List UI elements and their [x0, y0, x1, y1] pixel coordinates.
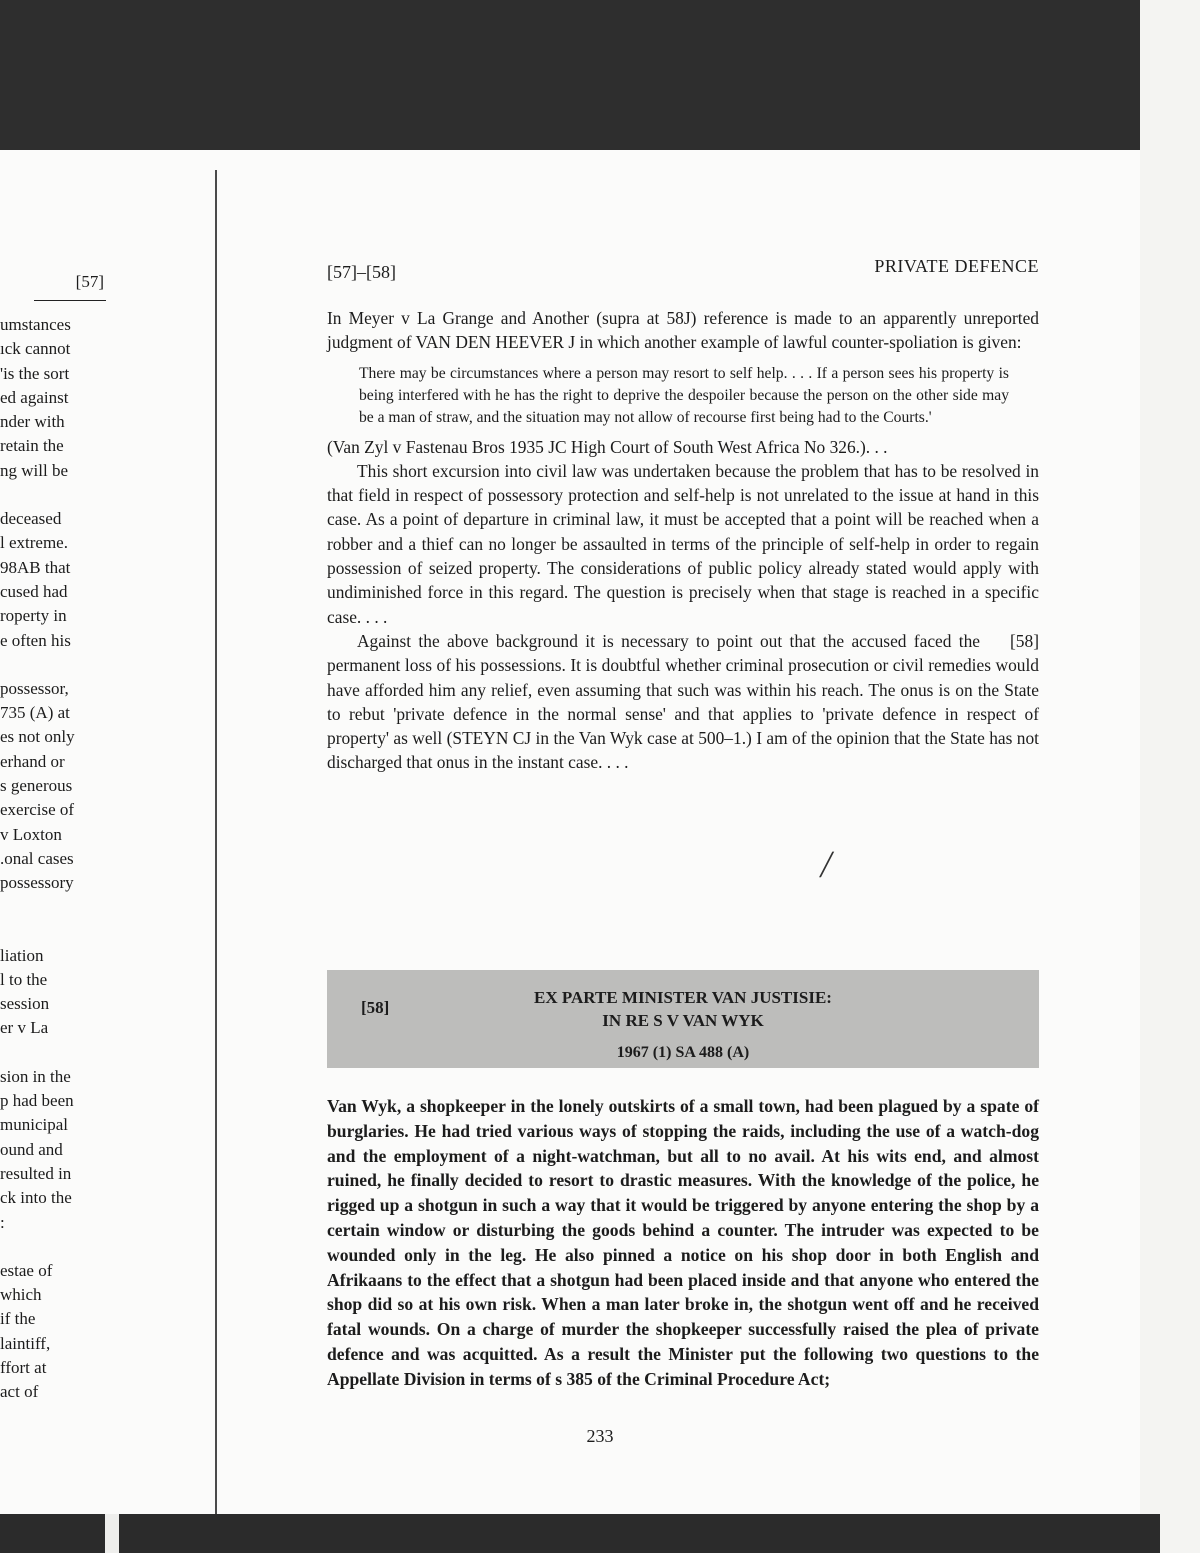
case-heading-box — [327, 970, 1039, 1068]
scan-top-shadow — [0, 0, 1140, 150]
left-page-line: .onal cases — [0, 848, 74, 868]
left-page-line: ound and — [0, 1139, 63, 1159]
left-page-line: sion in the — [0, 1066, 71, 1086]
judgment-excerpt — [327, 306, 1039, 775]
left-page-line: ck into the — [0, 1188, 72, 1208]
left-page-line: estae of — [0, 1260, 53, 1280]
left-page-line: if the — [0, 1309, 36, 1329]
left-page-rule — [34, 300, 106, 301]
left-page-line: l to the — [0, 969, 48, 989]
running-header — [327, 256, 1039, 286]
left-page-line: p had been — [0, 1091, 74, 1111]
left-page-line: s generous — [0, 776, 73, 796]
scan-right-edge — [1140, 0, 1200, 1553]
page-number: 233 — [586, 1426, 614, 1446]
left-page-line: possessory — [0, 873, 74, 893]
header-page-range: [57]–[58] — [327, 262, 396, 282]
left-block-6 — [0, 1259, 112, 1405]
left-page-line: exercise of — [0, 800, 75, 820]
case-title-line1: EX PARTE MINISTER VAN JUSTISIE: — [534, 988, 832, 1007]
left-page-line: v Loxton — [0, 824, 62, 844]
case-title-line2: IN RE S V VAN WYK — [602, 1011, 764, 1030]
left-page-line: : — [0, 1212, 5, 1232]
left-page-line: 'is the sort — [0, 363, 70, 383]
left-block-2 — [0, 507, 112, 653]
left-page-line: l extreme. — [0, 533, 68, 553]
left-page-line: laintiff, — [0, 1333, 51, 1353]
block-quote: There may be circumstances where a person may resort to self help. . . . If a person sees his property is being interfered with he has the right to deprive the despoiler because the person on the other side may be a man of straw, and the situation may not allow of recourse first being had to the Courts.' — [359, 364, 1009, 426]
previous-page-fragment — [0, 270, 112, 1405]
margin-reference: [58] — [1010, 630, 1039, 651]
case-facts-summary: Van Wyk, a shopkeeper in the lonely outskirts of a small town, had been plagued by a spate of burglaries. He had tried various ways of stopping the raids, including the use of a watch-dog and the employment of a night-watchman, but all to no avail. At his wits end, and almost ruined, he finally decided to resort to drastic measures. With the knowledge of the police, he rigged up a shotgun in such a way that it would be triggered by anyone entering the shop by a certain window or disturbing the goods behind a counter. The intruder was expected to be wounded only in the leg. He also pinned a notice on his shop door in both English and Afrikaans to the effect that a shotgun had been placed inside and that anyone who entered the shop did so at his own risk. When a man later broke in, the shotgun went off and he received fatal wounds. On a charge of murder the shopkeeper successfully raised the plea of private defence and was acquitted. As a result the Minister put the following two questions to the Appellate Division in terms of s 385 of the Criminal Procedure Act; — [327, 1096, 1039, 1389]
left-page-line: ed against — [0, 387, 69, 407]
left-page-line: which — [0, 1285, 42, 1305]
left-page-line: nder with — [0, 412, 65, 432]
left-page-line: resulted in — [0, 1163, 72, 1183]
left-page-line: er v La — [0, 1018, 49, 1038]
left-page-line: deceased — [0, 509, 62, 529]
left-page-line: ıck cannot — [0, 339, 71, 359]
left-page-number: [57] — [75, 272, 104, 291]
case-citation: (Van Zyl v Fastenau Bros 1935 JC High Court of South West Africa No 326.). . . — [327, 436, 888, 457]
case-law-report-citation: 1967 (1) SA 488 (A) — [616, 1044, 750, 1061]
left-page-line: retain the — [0, 436, 64, 456]
paragraph-conclusion: [58] Against the above background it is necessary to point out that the accused faced the permanent loss of his possessions. It is doubtful whether criminal prosecution or civil remedies would have afforded him any relief, even assuming that such was within his reach. The onus is on the State to rebut 'private defence in the normal sense' and that applies to 'private defence in respect of property' as well (STEYN CJ in the Van Wyk case at 500–1.) I am of the opinion that the State has not discharged that onus in the instant case. . . . — [327, 630, 1039, 773]
left-page-line: 735 (A) at — [0, 703, 70, 723]
left-page-line: act of — [0, 1382, 39, 1402]
left-block-1 — [0, 313, 112, 483]
paragraph-civil-law: This short excursion into civil law was undertaken because the problem that has to be resolved in that field in respect of possessory protection and self-help is not unrelated to the issue at hand in this case. As a point of departure in criminal law, it must be accepted that a point will be reached when a robber and a thief can no longer be assaulted in terms of the principle of self-help in order to regain possession of seized property. The considerations of public policy already stated would apply with undiminished force in this regard. The question is precisely when that stage is reached in a specific case. . . . — [327, 460, 1039, 627]
left-page-line: roperty in — [0, 606, 67, 626]
header-title: PRIVATE DEFENCE — [874, 256, 1039, 276]
left-page-line: e often his — [0, 630, 71, 650]
left-page-line: 98AB that — [0, 557, 71, 577]
left-page-line: ffort at — [0, 1357, 47, 1377]
left-page-line: cused had — [0, 581, 68, 601]
left-page-line: session — [0, 994, 50, 1014]
left-block-4 — [0, 944, 112, 1041]
paragraph-intro: In Meyer v La Grange and Another (supra at 58J) reference is made to an apparently unreported judgment of VAN DEN HEEVER J in which another example of lawful counter-spoliation is given: — [327, 308, 1039, 353]
left-block-3 — [0, 677, 112, 896]
case-number: [58] — [361, 998, 390, 1017]
left-page-line: erhand or — [0, 751, 65, 771]
left-page-line: ng will be — [0, 460, 68, 480]
left-page-line: es not only — [0, 727, 75, 747]
pencil-mark: ╱ — [820, 852, 834, 877]
scan-bottom-gap — [105, 1514, 119, 1553]
left-block-5 — [0, 1065, 112, 1235]
left-page-line: liation — [0, 945, 44, 965]
left-page-line: umstances — [0, 315, 71, 334]
left-page-line: possessor, — [0, 678, 69, 698]
book-gutter — [215, 170, 217, 1515]
left-page-line: municipal — [0, 1115, 68, 1135]
scan-bottom-shadow — [0, 1514, 1160, 1553]
